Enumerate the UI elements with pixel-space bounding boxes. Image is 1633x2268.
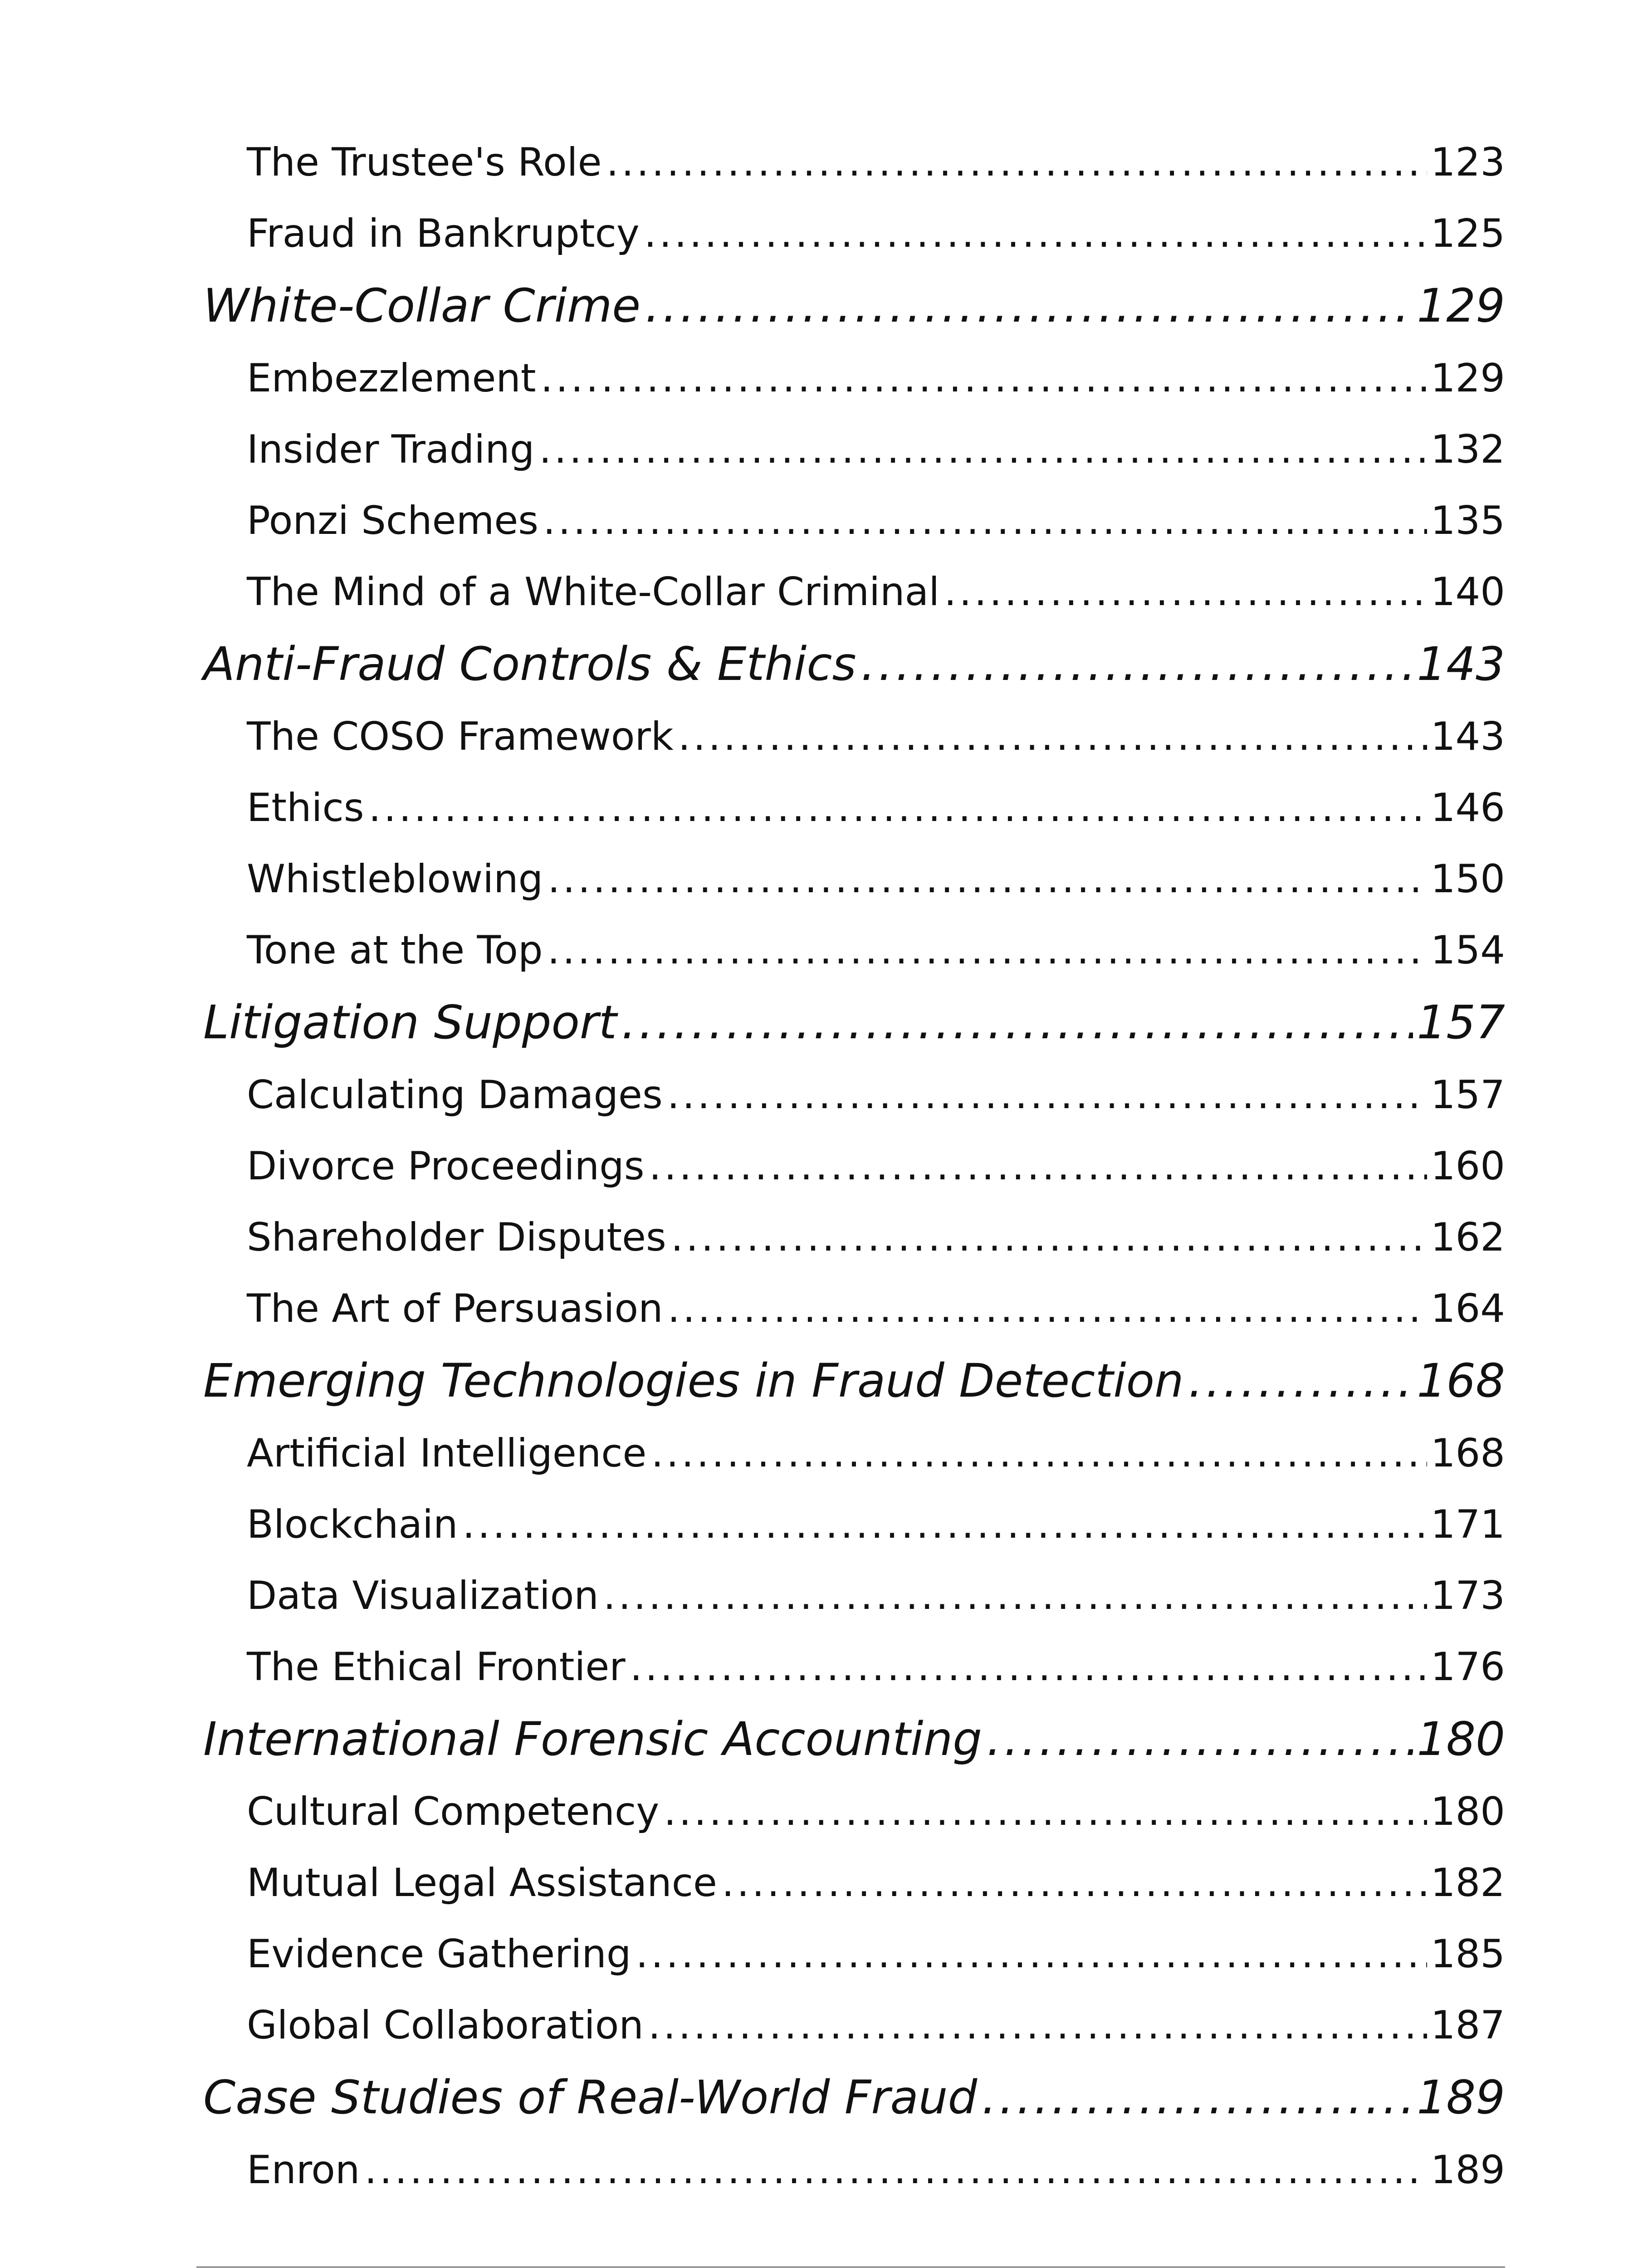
dot-leader — [722, 1848, 1427, 1919]
toc-entry[interactable] — [203, 1418, 1505, 1489]
toc-entry[interactable] — [203, 343, 1505, 414]
toc-entry-title: The Art of Persuasion — [247, 1286, 663, 1331]
dot-leader — [678, 701, 1427, 772]
toc-entry[interactable] — [203, 1273, 1505, 1344]
toc-chapter-title: Anti-Fraud Controls & Ethics — [203, 637, 856, 691]
toc-entry-title: Artificial Intelligence — [247, 1431, 647, 1476]
toc-entry-title: Evidence Gathering — [247, 1931, 631, 1977]
toc-entry-page: 132 — [1430, 427, 1505, 472]
toc-entry-page: 185 — [1430, 1931, 1505, 1977]
toc-entry[interactable] — [203, 485, 1505, 557]
toc-entry[interactable] — [203, 1776, 1505, 1848]
toc-entry[interactable] — [203, 198, 1505, 269]
toc-chapter-page: 157 — [1417, 996, 1505, 1050]
toc-entry-page: 162 — [1430, 1215, 1505, 1260]
toc-entry-title: Global Collaboration — [247, 2003, 644, 2048]
dot-leader — [671, 1202, 1427, 1273]
toc-entry-page: 187 — [1430, 2003, 1505, 2048]
toc-entry[interactable] — [203, 1848, 1505, 1919]
toc-entry-title: Ponzi Schemes — [247, 498, 539, 543]
dot-leader — [645, 269, 1413, 343]
toc-chapter-title: Litigation Support — [203, 996, 617, 1050]
toc-chapter-page: 180 — [1417, 1712, 1505, 1766]
dot-leader — [621, 986, 1413, 1060]
toc-entry[interactable] — [203, 915, 1505, 986]
toc-entry[interactable] — [203, 1489, 1505, 1560]
toc-entry[interactable] — [203, 701, 1505, 772]
dot-leader — [667, 1060, 1427, 1131]
dot-leader — [548, 915, 1427, 986]
toc-chapter-title: International Forensic Accounting — [203, 1712, 982, 1766]
dot-leader — [668, 1273, 1427, 1344]
toc-chapter-entry[interactable] — [203, 628, 1505, 701]
dot-leader — [543, 485, 1427, 557]
toc-entry-page: 164 — [1430, 1286, 1505, 1331]
toc-entry-page: 168 — [1430, 1431, 1505, 1476]
toc-entry-title: Whistleblowing — [247, 856, 543, 902]
toc-chapter-entry[interactable] — [203, 1703, 1505, 1776]
toc-entry[interactable] — [203, 557, 1505, 628]
toc-entry-page: 173 — [1430, 1573, 1505, 1618]
toc-entry-page: 176 — [1430, 1644, 1505, 1690]
toc-entry-title: The COSO Framework — [247, 714, 674, 759]
toc-entry-title: Data Visualization — [247, 1573, 599, 1618]
dot-leader — [606, 127, 1427, 198]
table-of-contents — [203, 127, 1505, 2206]
dot-leader — [364, 2135, 1427, 2206]
toc-entry-title: Embezzlement — [247, 356, 536, 401]
toc-entry-page: 143 — [1430, 714, 1505, 759]
toc-entry-page: 171 — [1430, 1502, 1505, 1547]
toc-chapter-entry[interactable] — [203, 1344, 1505, 1418]
toc-entry[interactable] — [203, 2135, 1505, 2206]
dot-leader — [982, 2061, 1413, 2135]
dot-leader — [541, 343, 1427, 414]
toc-entry-page: 189 — [1430, 2147, 1505, 2193]
dot-leader — [648, 1990, 1427, 2061]
toc-chapter-title: White-Collar Crime — [203, 279, 641, 333]
toc-entry[interactable] — [203, 1632, 1505, 1703]
dot-leader — [861, 628, 1413, 701]
toc-chapter-page: 168 — [1417, 1354, 1505, 1408]
toc-entry-page: 180 — [1430, 1789, 1505, 1834]
footer-divider — [196, 2266, 1505, 2268]
toc-entry-title: Shareholder Disputes — [247, 1215, 666, 1260]
toc-chapter-page: 189 — [1417, 2071, 1505, 2125]
dot-leader — [944, 557, 1427, 628]
dot-leader — [548, 844, 1427, 915]
toc-chapter-page: 129 — [1417, 279, 1505, 333]
dot-leader — [649, 1131, 1427, 1202]
toc-entry-title: Enron — [247, 2147, 360, 2193]
toc-entry-page: 123 — [1430, 140, 1505, 185]
toc-chapter-title: Emerging Technologies in Fraud Detection — [203, 1354, 1184, 1408]
dot-leader — [636, 1919, 1427, 1990]
dot-leader — [539, 414, 1427, 485]
toc-entry-page: 182 — [1430, 1860, 1505, 1906]
toc-entry-page: 140 — [1430, 569, 1505, 615]
toc-entry-title: Divorce Proceedings — [247, 1144, 645, 1189]
toc-entry-page: 125 — [1430, 211, 1505, 256]
toc-entry-page: 157 — [1430, 1072, 1505, 1118]
toc-entry[interactable] — [203, 1919, 1505, 1990]
toc-entry-title: The Ethical Frontier — [247, 1644, 626, 1690]
dot-leader — [987, 1703, 1413, 1776]
toc-entry-page: 129 — [1430, 356, 1505, 401]
toc-entry[interactable] — [203, 414, 1505, 485]
toc-entry-page: 154 — [1430, 928, 1505, 973]
dot-leader — [369, 772, 1427, 844]
toc-entry-title: Calculating Damages — [247, 1072, 663, 1118]
dot-leader — [1188, 1344, 1413, 1418]
toc-entry-title: Tone at the Top — [247, 928, 543, 973]
dot-leader — [603, 1560, 1427, 1632]
dot-leader — [462, 1489, 1427, 1560]
dot-leader — [644, 198, 1427, 269]
dot-leader — [664, 1776, 1427, 1848]
toc-entry[interactable] — [203, 1990, 1505, 2061]
toc-entry[interactable] — [203, 1202, 1505, 1273]
dot-leader — [630, 1632, 1427, 1703]
toc-entry-title: The Mind of a White-Collar Criminal — [247, 569, 940, 615]
toc-entry-title: Ethics — [247, 785, 364, 831]
toc-entry[interactable] — [203, 1560, 1505, 1632]
toc-entry-title: Insider Trading — [247, 427, 535, 472]
toc-entry-title: Cultural Competency — [247, 1789, 660, 1834]
toc-entry-page: 146 — [1430, 785, 1505, 831]
toc-entry[interactable] — [203, 844, 1505, 915]
dot-leader — [651, 1418, 1427, 1489]
toc-entry[interactable] — [203, 1060, 1505, 1131]
toc-entry-page: 150 — [1430, 856, 1505, 902]
toc-chapter-entry[interactable] — [203, 269, 1505, 343]
toc-chapter-page: 143 — [1417, 637, 1505, 691]
toc-entry-page: 160 — [1430, 1144, 1505, 1189]
toc-chapter-title: Case Studies of Real-World Fraud — [203, 2071, 978, 2125]
toc-entry[interactable] — [203, 772, 1505, 844]
toc-entry-title: Blockchain — [247, 1502, 458, 1547]
toc-entry[interactable] — [203, 127, 1505, 198]
toc-chapter-entry[interactable] — [203, 2061, 1505, 2135]
toc-entry-title: Fraud in Bankruptcy — [247, 211, 640, 256]
toc-entry[interactable] — [203, 1131, 1505, 1202]
toc-entry-title: Mutual Legal Assistance — [247, 1860, 717, 1906]
toc-entry-title: The Trustee's Role — [247, 140, 602, 185]
toc-entry-page: 135 — [1430, 498, 1505, 543]
toc-chapter-entry[interactable] — [203, 986, 1505, 1060]
